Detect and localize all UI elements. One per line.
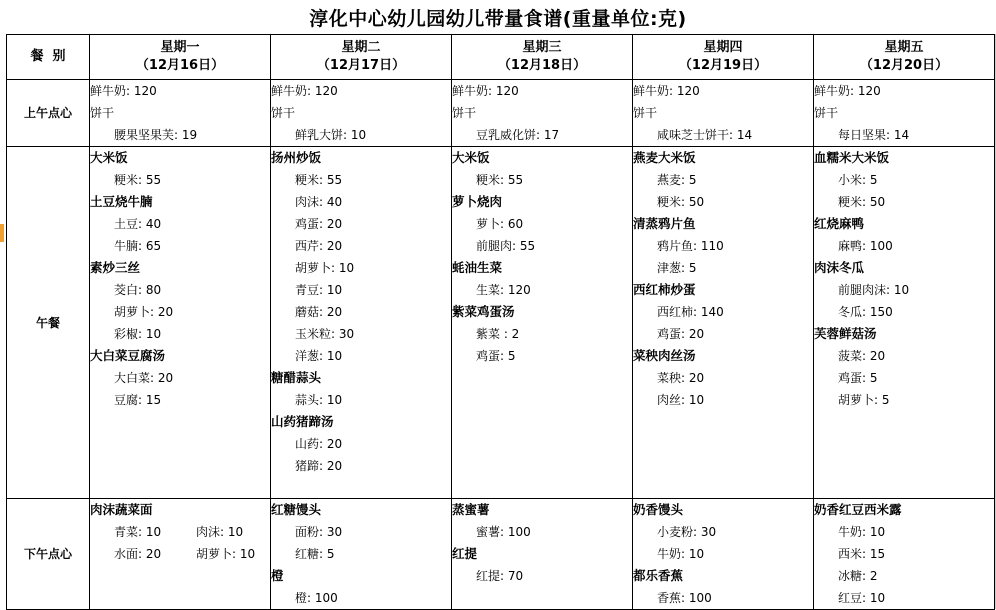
dish-name: 燕麦大米饭	[633, 150, 696, 165]
dish-name: 土豆烧牛腩	[90, 194, 153, 209]
ingredient-line: 红提: 70	[476, 569, 524, 583]
ingredient-line: 燕麦: 5	[657, 173, 697, 187]
day-name: 星期五	[884, 40, 924, 55]
menu-line: 鲜牛奶: 120	[271, 84, 338, 98]
meal-label-cell[interactable]	[7, 499, 90, 610]
menu-line: 鲜乳大饼: 10	[295, 128, 367, 142]
menu-line: 鲜牛奶: 120	[633, 84, 700, 98]
ingredient-line: 紫菜 : 2	[476, 327, 520, 341]
ingredient-line: 肉沫: 10	[196, 525, 244, 539]
ingredient-line: 胡萝卜: 5	[838, 393, 890, 407]
ingredient-line: 胡萝卜: 20	[114, 305, 174, 319]
dish-name: 红提	[452, 546, 478, 561]
day-header-cell[interactable]	[271, 35, 452, 80]
day-date: （12月18日）	[497, 58, 587, 73]
ingredient-line: 肉沫: 40	[295, 195, 343, 209]
dish-name: 血糯米大米饭	[814, 150, 890, 165]
ingredient-line: 胡萝卜: 10	[196, 547, 256, 561]
meal-label-cell[interactable]	[7, 147, 90, 499]
ingredient-line: 茭白: 80	[114, 283, 162, 297]
ingredient-line: 彩椒: 10	[114, 327, 162, 341]
dish-name: 山药猪蹄汤	[271, 414, 334, 429]
day-name: 星期三	[522, 40, 562, 55]
morning-cell[interactable]	[452, 80, 633, 147]
page-title-text: 淳化中心幼儿园幼儿带量食谱(重量单位:克)	[309, 7, 687, 30]
ingredient-line: 菜秧: 20	[657, 371, 705, 385]
morning-row	[7, 80, 995, 147]
afternoon-row	[7, 499, 995, 610]
ingredient-line: 前腿肉沫: 10	[838, 283, 910, 297]
afternoon-cell[interactable]	[271, 499, 452, 610]
dish-name: 奶香馒头	[633, 502, 684, 517]
ingredient-line: 土豆: 40	[114, 217, 162, 231]
day-date: （12月16日）	[135, 58, 225, 73]
day-header-cell[interactable]	[452, 35, 633, 80]
ingredient-pair	[90, 521, 270, 543]
dish-name: 素炒三丝	[90, 260, 141, 275]
ingredient-line: 生菜: 120	[476, 283, 531, 297]
dish-name: 蒸蜜薯	[452, 502, 490, 517]
menu-line: 鲜牛奶: 120	[814, 84, 881, 98]
ingredient-line: 菠菜: 20	[838, 349, 886, 363]
ingredient-pair	[90, 543, 270, 565]
dish-name: 都乐香蕉	[633, 568, 684, 583]
ingredient-line: 胡萝卜: 10	[295, 261, 355, 275]
ingredient-line: 青豆: 10	[295, 283, 343, 297]
ingredient-line: 蒜头: 10	[295, 393, 343, 407]
ingredient-line: 红豆: 10	[838, 591, 886, 605]
dish-name: 大白菜豆腐汤	[90, 348, 166, 363]
menu-line: 饼干	[90, 106, 115, 120]
day-header-cell[interactable]	[814, 35, 995, 80]
row-marker	[0, 224, 4, 242]
day-date: （12月20日）	[859, 58, 949, 73]
lunch-cell[interactable]	[271, 147, 452, 499]
dish-name: 萝卜烧肉	[452, 194, 503, 209]
morning-cell[interactable]	[633, 80, 814, 147]
ingredient-line: 鸡蛋: 5	[838, 371, 878, 385]
lunch-row	[7, 147, 995, 499]
meal-header-label: 餐 别	[30, 49, 66, 64]
ingredient-line: 小米: 5	[838, 173, 878, 187]
ingredient-line: 冰糖: 2	[838, 569, 878, 583]
dish-name: 大米饭	[452, 150, 490, 165]
day-name: 星期四	[703, 40, 743, 55]
ingredient-line: 前腿肉: 55	[476, 239, 536, 253]
day-header-cell[interactable]	[90, 35, 271, 80]
afternoon-cell[interactable]	[633, 499, 814, 610]
ingredient-line: 鸡蛋: 20	[295, 217, 343, 231]
day-date: （12月19日）	[678, 58, 768, 73]
ingredient-line: 粳米: 55	[114, 173, 162, 187]
menu-line: 鲜牛奶: 120	[452, 84, 519, 98]
ingredient-line: 粳米: 50	[657, 195, 705, 209]
dish-name: 肉沫蔬菜面	[90, 502, 153, 517]
ingredient-line: 鸡蛋: 20	[657, 327, 705, 341]
ingredient-line: 猪蹄: 20	[295, 459, 343, 473]
ingredient-line: 牛腩: 65	[114, 239, 162, 253]
ingredient-line: 津葱: 5	[657, 261, 697, 275]
dish-name: 糖醋蒜头	[271, 370, 322, 385]
ingredient-line: 蘑菇: 20	[295, 305, 343, 319]
ingredient-line: 肉丝: 10	[657, 393, 705, 407]
ingredient-line: 西红柿: 140	[657, 305, 724, 319]
header-row	[7, 35, 995, 80]
ingredient-line: 粳米: 55	[295, 173, 343, 187]
ingredient-line: 粳米: 55	[476, 173, 524, 187]
menu-line: 每日坚果: 14	[838, 128, 910, 142]
menu-line: 豆乳威化饼: 17	[476, 128, 560, 142]
dish-name: 清蒸鸦片鱼	[633, 216, 696, 231]
ingredient-line: 麻鸭: 100	[838, 239, 893, 253]
ingredient-line: 橙: 100	[295, 591, 338, 605]
ingredient-line: 粳米: 50	[838, 195, 886, 209]
meal-label-cell[interactable]	[7, 80, 90, 147]
afternoon-cell[interactable]	[90, 499, 271, 610]
ingredient-line: 牛奶: 10	[657, 547, 705, 561]
morning-cell[interactable]	[90, 80, 271, 147]
menu-table	[6, 34, 995, 610]
meal-label: 下午点心	[23, 547, 72, 561]
ingredient-line: 鸦片鱼: 110	[657, 239, 724, 253]
menu-line: 腰果坚果芙: 19	[114, 128, 198, 142]
dish-name: 芙蓉鲜菇汤	[814, 326, 877, 341]
dish-name: 红糖馒头	[271, 502, 322, 517]
morning-cell[interactable]	[814, 80, 995, 147]
day-name: 星期二	[341, 40, 381, 55]
lunch-cell[interactable]	[814, 147, 995, 499]
menu-line: 饼干	[633, 106, 658, 120]
ingredient-line: 水面: 20	[114, 547, 162, 561]
dish-name: 红烧麻鸭	[814, 216, 865, 231]
ingredient-line: 红糖: 5	[295, 547, 335, 561]
meal-label: 上午点心	[23, 106, 72, 120]
morning-cell[interactable]	[271, 80, 452, 147]
page-title	[0, 0, 996, 35]
dish-name: 肉沫冬瓜	[814, 260, 865, 275]
dish-name: 紫菜鸡蛋汤	[452, 304, 515, 319]
menu-line: 咸味芝士饼干: 14	[657, 128, 753, 142]
menu-line: 饼干	[814, 106, 839, 120]
ingredient-line: 鸡蛋: 5	[476, 349, 516, 363]
afternoon-cell[interactable]	[814, 499, 995, 610]
ingredient-line: 萝卜: 60	[476, 217, 524, 231]
ingredient-line: 面粉: 30	[295, 525, 343, 539]
lunch-cell[interactable]	[633, 147, 814, 499]
day-header-cell[interactable]	[633, 35, 814, 80]
ingredient-line: 豆腐: 15	[114, 393, 162, 407]
meal-label: 午餐	[35, 315, 60, 330]
menu-line: 饼干	[271, 106, 296, 120]
menu-line: 鲜牛奶: 120	[90, 84, 157, 98]
ingredient-line: 小麦粉: 30	[657, 525, 717, 539]
ingredient-line: 青菜: 10	[114, 525, 162, 539]
ingredient-line: 西米: 15	[838, 547, 886, 561]
dish-name: 扬州炒饭	[271, 150, 322, 165]
menu-line: 饼干	[452, 106, 477, 120]
day-name: 星期一	[160, 40, 200, 55]
ingredient-line: 冬瓜: 150	[838, 305, 893, 319]
ingredient-line: 蜜薯: 100	[476, 525, 531, 539]
meal-header-cell[interactable]	[7, 35, 90, 80]
ingredient-line: 牛奶: 10	[838, 525, 886, 539]
lunch-cell[interactable]	[452, 147, 633, 499]
dish-name: 奶香红豆西米露	[814, 502, 902, 517]
ingredient-line: 洋葱: 10	[295, 349, 343, 363]
ingredient-line: 西芹: 20	[295, 239, 343, 253]
dish-name: 西红柿炒蛋	[633, 282, 696, 297]
dish-name: 橙	[271, 568, 284, 583]
ingredient-line: 玉米粒: 30	[295, 327, 355, 341]
ingredient-line: 山药: 20	[295, 437, 343, 451]
lunch-cell[interactable]	[90, 147, 271, 499]
ingredient-line: 大白菜: 20	[114, 371, 174, 385]
dish-name: 蚝油生菜	[452, 260, 503, 275]
ingredient-line: 香蕉: 100	[657, 591, 712, 605]
dish-name: 菜秧肉丝汤	[633, 348, 696, 363]
afternoon-cell[interactable]	[452, 499, 633, 610]
day-date: （12月17日）	[316, 58, 406, 73]
dish-name: 大米饭	[90, 150, 128, 165]
